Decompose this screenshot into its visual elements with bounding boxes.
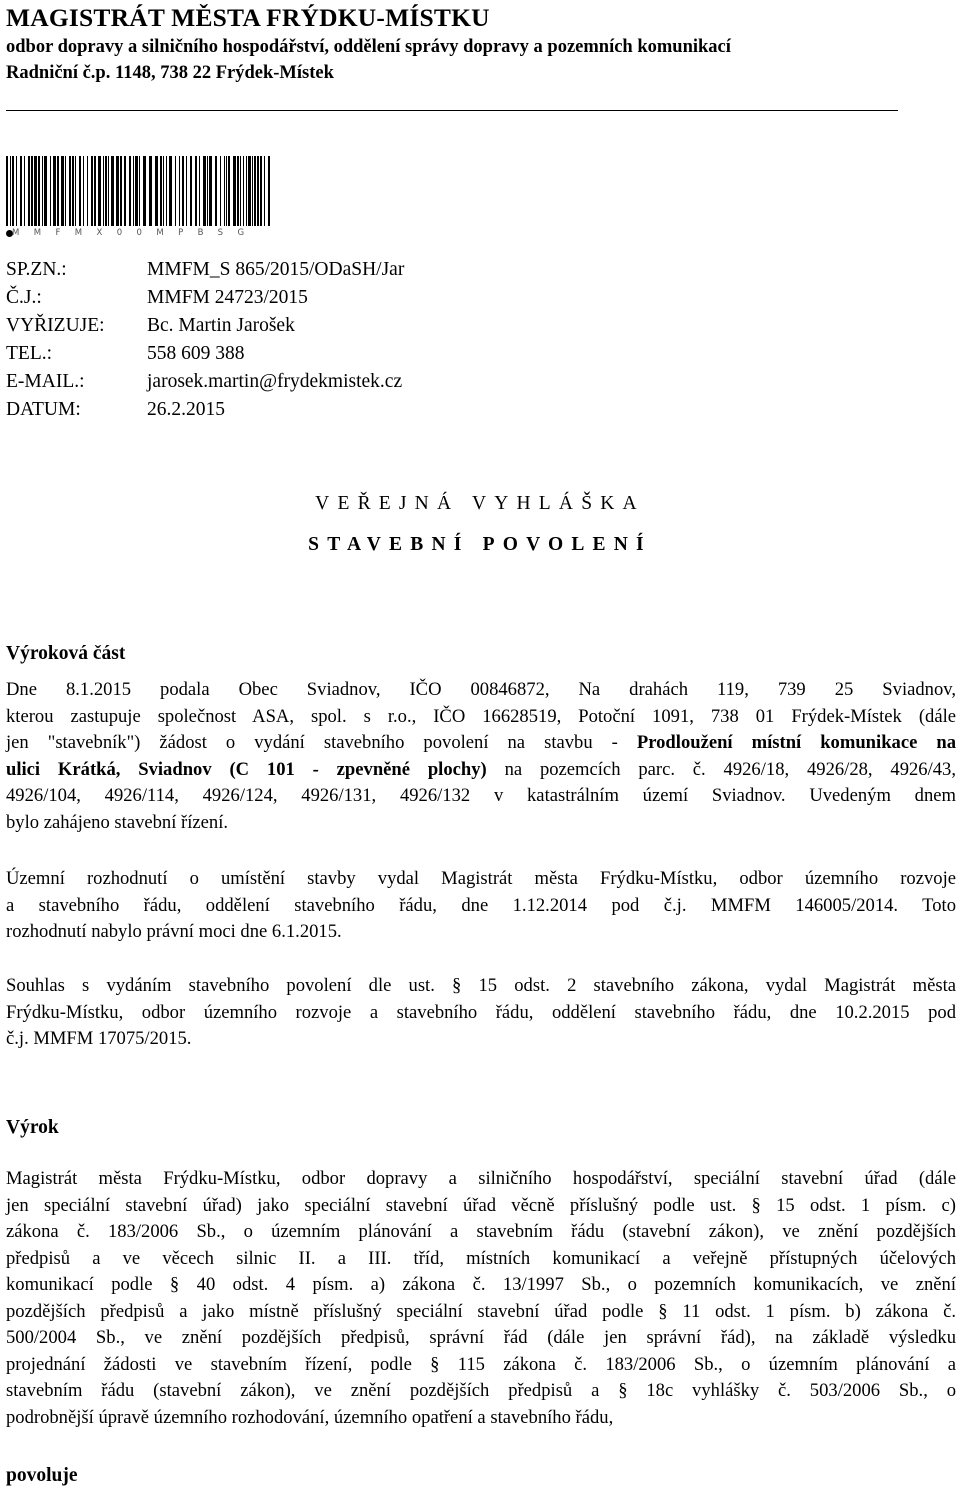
barcode-bar <box>34 156 37 226</box>
datum-label: DATUM: <box>6 399 81 420</box>
barcode-bar <box>243 156 244 226</box>
barcode-bar <box>124 156 126 226</box>
paragraph-authority <box>6 1166 956 1431</box>
barcode-bar <box>12 156 14 226</box>
barcode-bar <box>160 156 162 226</box>
barcode-bar <box>209 156 212 226</box>
barcode-bar <box>155 156 158 226</box>
barcode-bar <box>103 156 104 226</box>
barcode-bar <box>264 156 265 226</box>
barcode-bar <box>139 156 140 226</box>
barcode-bar <box>75 156 76 226</box>
barcode-bar <box>91 156 93 226</box>
barcode-bar <box>195 156 197 226</box>
tel-value: 558 609 388 <box>147 343 245 364</box>
section-heading-vyrokova-cast: Výroková část <box>6 643 126 664</box>
text-line: Magistrát města Frýdku-Místku, odbor dopravy a silničního hospodářství, speciální stavební úřad (dále <box>6 1168 956 1189</box>
barcode-bar <box>179 156 180 226</box>
barcode-bar <box>79 156 81 226</box>
text-line: 500/2004 Sb., ve znění pozdějších předpisů, správní řád (dále jen správní řád), na základě výsledku <box>6 1327 956 1348</box>
barcode-text: MMFMX00MPBSG <box>12 228 259 238</box>
vyrizuje-value: Bc. Martin Jarošek <box>147 315 295 336</box>
barcode-bar <box>72 156 74 226</box>
barcode-bar <box>220 156 221 226</box>
header-divider <box>6 110 898 111</box>
barcode-bar <box>87 156 88 226</box>
cj-value: MMFM 24723/2015 <box>147 287 308 308</box>
text-line: Územní rozhodnutí o umístění stavby vydal Magistrát města Frýdku-Místku, odbor územního rozvoje <box>6 868 956 889</box>
text-line: kterou zastupuje společnost ASA, spol. s r.o., IČO 16628519, Potoční 1091, 738 01 Frýdek-Místek (dále <box>6 705 956 727</box>
barcode-bar <box>149 156 152 226</box>
barcode-bar <box>169 156 172 226</box>
paragraph-consent <box>6 973 956 1053</box>
barcode-bar <box>20 156 22 226</box>
barcode-bar <box>182 156 184 226</box>
barcode-bar <box>226 156 227 226</box>
barcode-bar <box>237 156 239 226</box>
text-line: 4926/104, 4926/114, 4926/124, 4926/131, 4926/132 v katastrálním území Sviadnov. Uvedeným dnem <box>6 785 956 806</box>
barcode-bar <box>31 156 33 226</box>
section-heading-vyrok: Výrok <box>6 1117 59 1138</box>
text-line: Souhlas s vydáním stavebního povolení dle ust. § 15 odst. 2 stavebního zákona, vydal Magistrát města <box>6 975 956 996</box>
text-line: předpisů a ve věcech silnic II. a III. tříd, místních komunikací a veřejně přístupných účelových <box>6 1247 956 1269</box>
paragraph-zoning-decision <box>6 866 956 946</box>
barcode-bar <box>207 156 208 226</box>
barcode-bar <box>228 156 230 226</box>
barcode-bar <box>83 156 84 226</box>
barcode-bar <box>94 156 96 226</box>
barcode-bar <box>50 156 51 226</box>
barcode-bar <box>203 156 206 226</box>
barcode-bar <box>254 156 256 226</box>
email-label: E-MAIL.: <box>6 371 85 392</box>
text-line: pozdějších předpisů a jako místně příslušný speciální stavební úřad podle § 11 odst. 1 písm. b) zákona č. <box>6 1300 956 1322</box>
barcode-bar <box>42 156 43 226</box>
text-line: ulici Krátká, Sviadnov (C 101 - zpevněné plochy) na pozemcích parc. č. 4926/18, 4926/28, 4926/43, <box>6 758 956 780</box>
barcode-bar <box>186 156 187 226</box>
barcode-bar <box>10 156 11 226</box>
barcode-bar <box>233 156 236 226</box>
barcode-bar <box>53 156 56 226</box>
text-line: jen "stavebník") žádost o vydání stavebního povolení na stavbu - Prodloužení místní komunikace na <box>6 732 956 753</box>
text-line: a stavebního řádu, oddělení stavebního řádu, dne 1.12.2014 pod č.j. MMFM 146005/2014. Toto <box>6 894 956 916</box>
text-line: stavebním řádu (stavební zákon), ve znění pozdějších předpisů a § 18c vyhlášky č. 503/2006 Sb., o <box>6 1380 956 1401</box>
office-address: Radniční č.p. 1148, 738 22 Frýdek-Místek <box>6 63 334 83</box>
barcode-bar <box>175 156 176 226</box>
barcode-bar <box>268 156 270 226</box>
barcode-bar <box>246 156 247 226</box>
barcode-bar <box>257 156 259 226</box>
barcode-bar <box>133 156 134 226</box>
barcode-bar <box>163 156 164 226</box>
barcode-bar <box>190 156 192 226</box>
barcode-bar <box>166 156 167 226</box>
notice-title: VEŘEJNÁ VYHLÁŠKA <box>315 493 645 514</box>
barcode-bar <box>252 156 253 226</box>
department-name: odbor dopravy a silničního hospodářství, oddělení správy dopravy a pozemních komunikací <box>6 37 731 57</box>
barcode-bar <box>61 156 64 226</box>
permit-title: STAVEBNÍ POVOLENÍ <box>308 534 652 555</box>
text-line: zákona č. 183/2006 Sb., o územním plánování a stavebním řádu (stavební zákon), ve znění pozdějších <box>6 1221 956 1242</box>
spzn-label: SP.ZN.: <box>6 259 67 280</box>
text-line: č.j. MMFM 17075/2015. <box>6 1028 192 1049</box>
barcode-bar <box>28 156 30 226</box>
section-heading-povoluje: povoluje <box>6 1465 78 1486</box>
barcode-image <box>6 156 272 226</box>
text-line: komunikací podle § 40 odst. 4 písm. a) zákona č. 13/1997 Sb., o pozemních komunikacích, ve znění <box>6 1274 956 1295</box>
spzn-value: MMFM_S 865/2015/ODaSH/Jar <box>147 259 405 280</box>
barcode-bar <box>44 156 47 226</box>
barcode-bar <box>105 156 107 226</box>
text-line: projednání žádosti ve stavebním řízení, podle § 115 zákona č. 183/2006 Sb., o územním plánování a <box>6 1353 956 1375</box>
barcode-bar <box>199 156 200 226</box>
barcode-bar <box>260 156 262 226</box>
cj-label: Č.J.: <box>6 287 42 308</box>
barcode-bar <box>6 156 8 226</box>
barcode-bar <box>129 156 131 226</box>
barcode-bar <box>215 156 217 226</box>
barcode-bar <box>38 156 40 226</box>
barcode-bar <box>57 156 59 226</box>
tel-label: TEL.: <box>6 343 53 364</box>
barcode-bar <box>111 156 114 226</box>
text-line: podrobnější úpravě územního rozhodování, územního opatření a stavebního řádu, <box>6 1406 614 1428</box>
office-name: MAGISTRÁT MĚSTA FRÝDKU-MÍSTKU <box>6 3 490 32</box>
barcode-bar <box>224 156 225 226</box>
barcode-bar <box>240 156 241 226</box>
barcode-bar <box>98 156 101 226</box>
text-line: bylo zahájeno stavební řízení. <box>6 811 229 833</box>
barcode-bar <box>24 156 25 226</box>
barcode-bar <box>69 156 71 226</box>
barcode-bar <box>143 156 146 226</box>
barcode-bar <box>108 156 109 226</box>
text-line: Frýdku-Místku, odbor územního rozvoje a stavebního řádu, oddělení stavebního řádu, dne 10.2.2015 pod <box>6 1001 956 1023</box>
barcode-bar <box>65 156 66 226</box>
text-line: jen speciální stavební úřad) jako speciální stavební úřad věcně příslušný podle ust. § 15 odst. 1 písm. c) <box>6 1194 956 1216</box>
vyrizuje-label: VYŘIZUJE: <box>6 315 105 336</box>
barcode-bar <box>248 156 251 226</box>
text-line: rozhodnutí nabylo právní moci dne 6.1.2015. <box>6 921 342 942</box>
barcode-bar <box>120 156 122 226</box>
barcode-bar <box>116 156 119 226</box>
text-line: Dne 8.1.2015 podala Obec Sviadnov, IČO 00846872, Na drahách 119, 739 25 Sviadnov, <box>6 679 956 700</box>
barcode-bar <box>135 156 138 226</box>
datum-value: 26.2.2015 <box>147 399 225 420</box>
email-value: jarosek.martin@frydekmistek.cz <box>147 371 403 392</box>
barcode-bar <box>16 156 17 226</box>
paragraph-application <box>6 677 956 836</box>
